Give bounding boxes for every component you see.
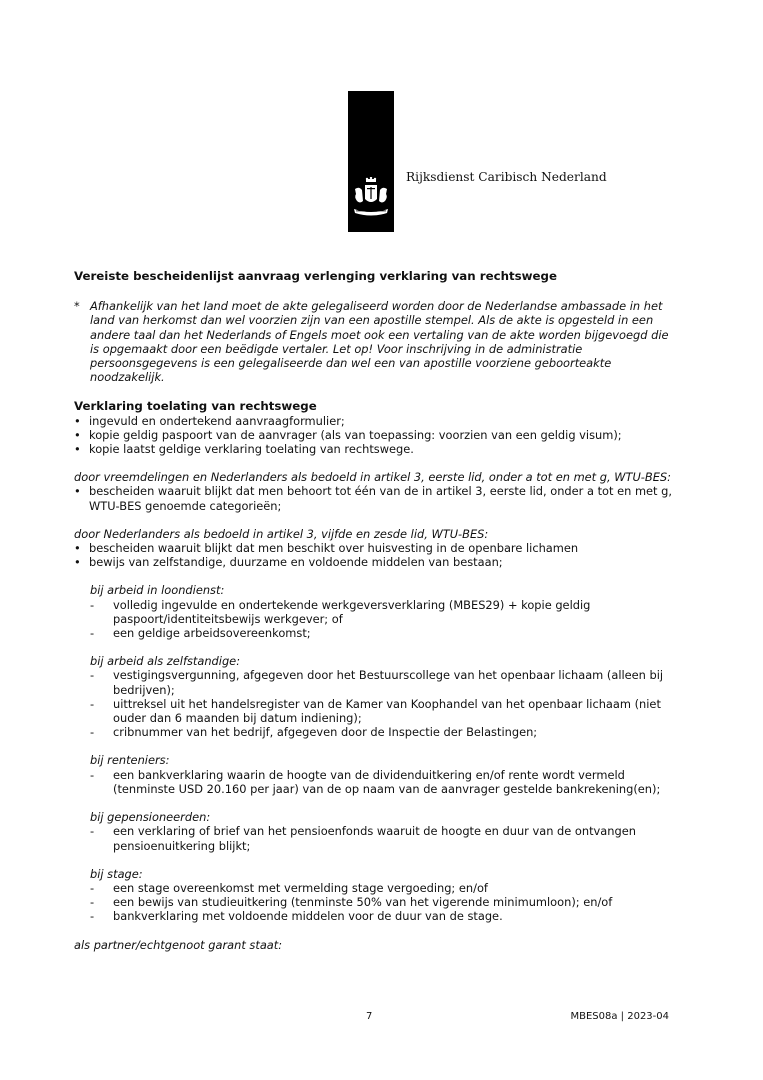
subsection [74, 867, 674, 924]
subsection [74, 753, 674, 796]
coat-of-arms-icon [350, 177, 392, 221]
page-number: 7 [366, 1011, 373, 1022]
dash-list [90, 824, 674, 852]
list-item: - volledig ingevulde en ondertekende werkgeversverklaring (MBES29) + kopie geldig paspoort/identiteitsbewijs werkgever; of [90, 597, 591, 626]
section-intro: door Nederlanders als bedoeld in artikel 3, vijfde en zesde lid, WTU-BES: [74, 526, 489, 541]
document-body [74, 269, 674, 952]
subsection-heading: bij gepensioneerden: [90, 810, 211, 825]
list-item: - een stage overeenkomst met vermelding stage vergoeding; en/of [90, 880, 488, 895]
list-item: • kopie geldig paspoort van de aanvrager (als van toepassing: voorzien van een geldig visum); [74, 427, 622, 442]
closing-intro: als partner/echtgenoot garant staat: [74, 937, 283, 952]
dash-list [90, 768, 674, 796]
section-heading: Verklaring toelating van rechtswege [74, 399, 317, 414]
note-marker: * [74, 299, 80, 314]
bullet-list [74, 541, 674, 569]
subsection-heading: bij arbeid in loondienst: [90, 583, 225, 598]
document-code: MBES08a | 2023-04 [570, 1011, 669, 1022]
section-intro: door vreemdelingen en Nederlanders als bedoeld in artikel 3, eerste lid, onder a tot en met g, WTU-BES: [74, 470, 671, 485]
list-item: • bewijs van zelfstandige, duurzame en voldoende middelen van bestaan; [74, 555, 503, 570]
dash-list [90, 668, 674, 739]
list-item: - een verklaring of brief van het pensioenfonds waaruit de hoogte en duur van de ontvangen pensioenuitkering blijkt; [90, 824, 636, 853]
dash-list [90, 598, 674, 641]
rijksoverheid-logo [348, 91, 394, 232]
list-item: • bescheiden waaruit blijkt dat men beschikt over huisvesting in de openbare lichamen [74, 541, 579, 556]
list-item: - bankverklaring met voldoende middelen voor de duur van de stage. [90, 909, 503, 924]
bullet-list [74, 414, 674, 457]
dash-list [90, 881, 674, 924]
list-item: - een geldige arbeidsovereenkomst; [90, 626, 311, 641]
document-title: Vereiste bescheidenlijst aanvraag verlenging verklaring van rechtswege [74, 269, 557, 283]
note-text: Afhankelijk van het land moet de akte gelegaliseerd worden door de Nederlandse ambassade in het land van herkomst dan wel voorzien zijn van een apostille stempel. Als de akte is opgesteld in een andere taal dan het Nederlands of Engels moet ook een vertaling van de akte worden bijgevoegd die is opgemaakt door een beëdigde vertaler. Let op! Voor inschrijving in de administratie persoonsgegevens is een gelegaliseerde dan wel een van apostille voorziene geboorteakte noodzakelijk. [90, 299, 669, 385]
list-item: - vestigingsvergunning, afgegeven door het Bestuurscollege van het openbaar lichaam (alleen bij bedrijven); [90, 668, 664, 697]
subsection-heading: bij stage: [90, 866, 143, 881]
list-item: • bescheiden waaruit blijkt dat men behoort tot één van de in artikel 3, eerste lid, onder a tot en met g, WTU-BES genoemde categorieën; [74, 484, 672, 513]
subsection [74, 810, 674, 853]
subsection [74, 654, 674, 739]
list-item: - een bewijs van studieuitkering (tenminste 50% van het vigerende minimumloon); en/of [90, 895, 613, 910]
list-item: - cribnummer van het bedrijf, afgegeven door de Inspectie der Belastingen; [90, 725, 538, 740]
subsection-heading: bij arbeid als zelfstandige: [90, 654, 241, 669]
organization-name: Rijksdienst Caribisch Nederland [406, 170, 607, 184]
list-item: - een bankverklaring waarin de hoogte van de dividenduitkering en/of rente wordt vermeld (tenminste USD 20.160 per jaar) van de op naam van de aanvrager gestelde bankrekening(en); [90, 767, 661, 796]
subsection [74, 583, 674, 640]
list-item: • kopie laatst geldige verklaring toelating van rechtswege. [74, 442, 414, 457]
list-item: • ingevuld en ondertekend aanvraagformulier; [74, 413, 345, 428]
note-paragraph [74, 299, 674, 384]
list-item: - uittreksel uit het handelsregister van de Kamer van Koophandel van het openbaar lichaam (niet ouder dan 6 maanden bij datum indiening); [90, 696, 661, 726]
subsection-heading: bij renteniers: [90, 753, 170, 768]
bullet-list [74, 484, 674, 512]
